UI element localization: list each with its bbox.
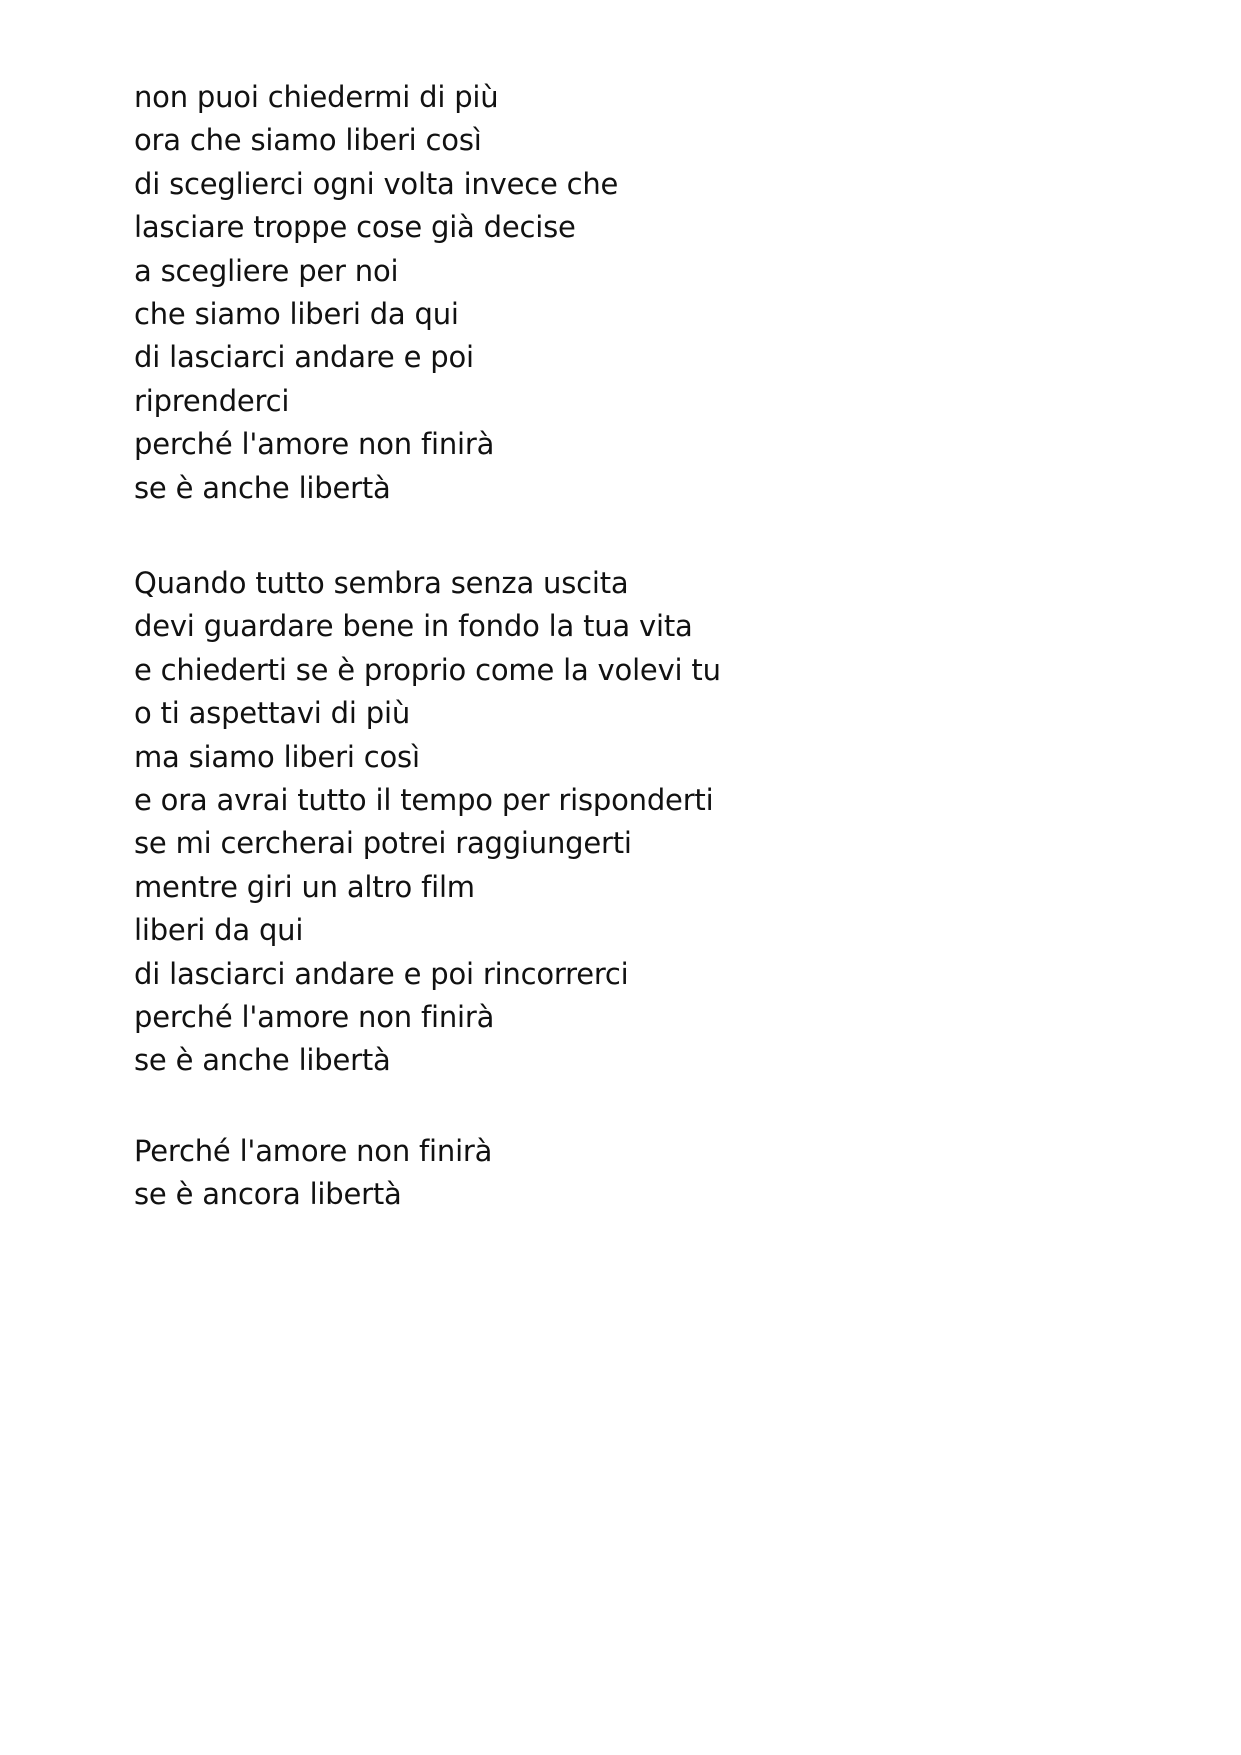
stanza	[134, 562, 721, 1083]
lyric-line: o ti aspettavi di più	[134, 696, 411, 731]
lyric-line: e chiederti se è proprio come la volevi tu	[134, 652, 721, 687]
lyric-line: devi guardare bene in fondo la tua vita	[134, 609, 693, 644]
lyric-line: a scegliere per noi	[134, 253, 399, 288]
lyric-line: di sceglierci ogni volta invece che	[134, 166, 619, 201]
lyric-line: lasciare troppe cose già decise	[134, 210, 576, 245]
lyric-line: se è ancora libertà	[134, 1177, 402, 1212]
stanza	[134, 1130, 492, 1217]
lyric-line: liberi da qui	[134, 913, 304, 948]
lyric-line: ma siamo liberi così	[134, 739, 420, 774]
lyric-line: riprenderci	[134, 383, 290, 418]
lyric-line: che siamo liberi da qui	[134, 296, 459, 331]
lyric-line: se è anche libertà	[134, 470, 391, 505]
lyric-line: Quando tutto sembra senza uscita	[134, 566, 629, 600]
lyric-line: perché l'amore non finirà	[134, 999, 495, 1034]
stanza	[134, 76, 618, 510]
lyric-line: ora che siamo liberi così	[134, 123, 482, 158]
lyric-line: non puoi chiedermi di più	[134, 80, 499, 114]
lyric-line: mentre giri un altro film	[134, 869, 475, 904]
lyric-line: e ora avrai tutto il tempo per risponderti	[134, 782, 714, 817]
lyric-line: di lasciarci andare e poi rincorrerci	[134, 956, 629, 991]
lyric-line: se mi cercherai potrei raggiungerti	[134, 826, 632, 861]
lyric-line: perché l'amore non finirà	[134, 427, 495, 462]
lyric-line: se è anche libertà	[134, 1043, 391, 1078]
lyric-line: Perché l'amore non finirà	[134, 1134, 493, 1168]
lyric-line: di lasciarci andare e poi	[134, 340, 474, 375]
